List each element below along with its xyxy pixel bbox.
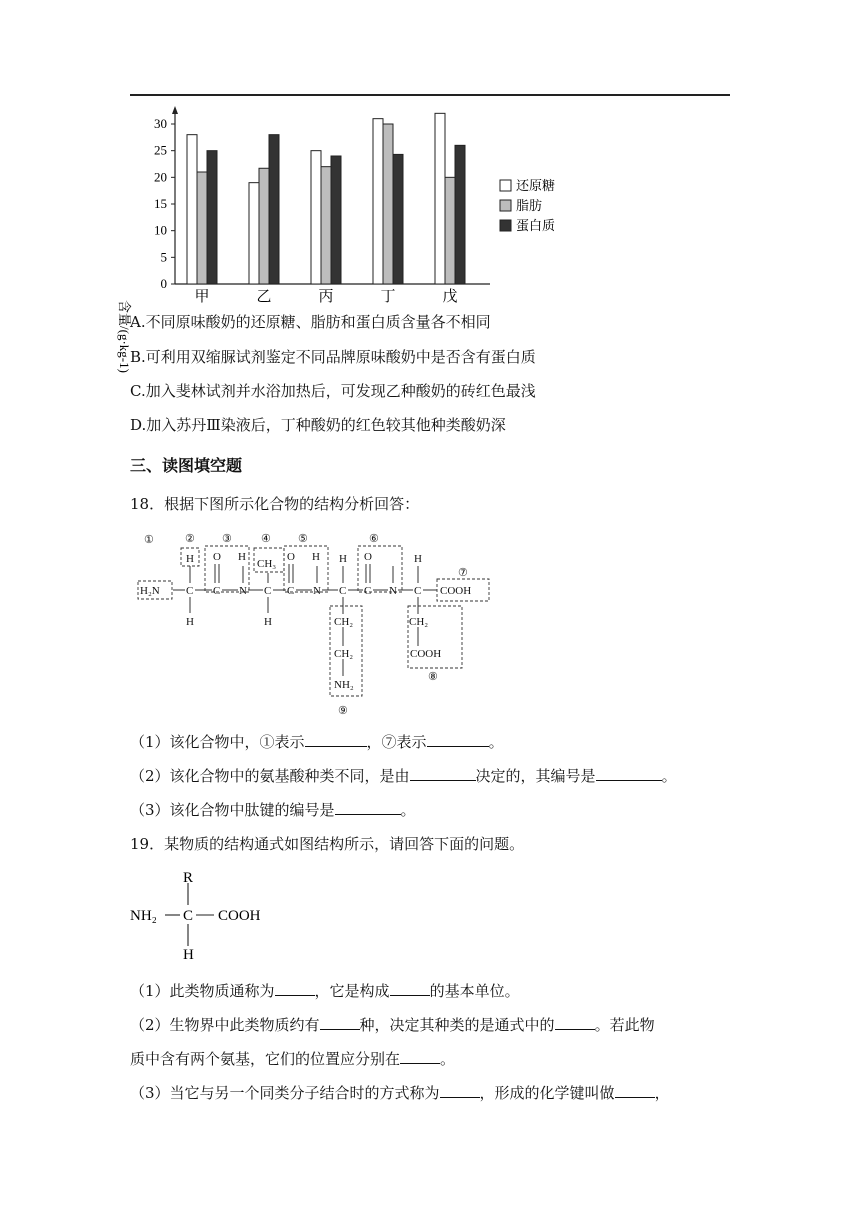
- ch2-group-3: CH₂: [409, 616, 429, 628]
- atom-n3: N: [389, 585, 397, 597]
- answer-blank[interactable]: [305, 732, 367, 747]
- atom-n2: N: [313, 585, 321, 597]
- formula-nh2: NH₂: [130, 908, 157, 924]
- circled-9: ⑨: [338, 705, 348, 717]
- nh2-group: NH₂: [334, 679, 354, 691]
- circled-8: ⑧: [428, 671, 438, 683]
- legend-swatch: [500, 200, 511, 211]
- top-rule: [130, 94, 730, 96]
- atom-h3: H: [238, 551, 246, 563]
- bar: [321, 167, 331, 284]
- q19-sub2-cont: 质中含有两个氨基，它们的位置应分别在 。: [130, 1050, 456, 1068]
- q19-stem: 19．某物质的结构通式如图结构所示，请回答下面的问题。: [130, 835, 525, 853]
- atom-o3: O: [364, 551, 372, 563]
- bar: [435, 113, 445, 284]
- formula-cooh: COOH: [218, 908, 261, 924]
- q18-stem: 18．根据下图所示化合物的结构分析回答：: [130, 495, 420, 513]
- y-tick-label: 25: [154, 142, 167, 158]
- chart-plot: [154, 106, 490, 305]
- bar: [207, 151, 217, 284]
- bar: [445, 177, 455, 284]
- answer-blank[interactable]: [596, 766, 662, 781]
- answer-blank[interactable]: [400, 1049, 440, 1064]
- y-tick-label: 30: [154, 116, 167, 131]
- answer-blank[interactable]: [320, 1015, 360, 1030]
- atom-c6: C: [364, 585, 372, 597]
- option-a: A.不同原味酸奶的还原糖、脂肪和蛋白质含量各不相同: [130, 313, 491, 331]
- atom-c3: C: [264, 585, 272, 597]
- atom-h4: H: [264, 616, 272, 628]
- legend-label: 蛋白质: [516, 218, 556, 233]
- legend-swatch: [500, 220, 511, 231]
- atom-c1: C: [186, 585, 194, 597]
- formula-h: H: [183, 947, 194, 963]
- atom-h5: H: [312, 551, 320, 563]
- legend-label: 还原糖: [516, 178, 556, 193]
- q19-sub3: （3）当它与另一个同类分子结合时的方式称为 ，形成的化学键叫做 ，: [130, 1084, 670, 1102]
- ch2-group-1: CH₂: [334, 616, 354, 628]
- circled-2: ②: [185, 533, 195, 545]
- atom-h7: H: [414, 553, 422, 565]
- bar: [259, 168, 269, 284]
- q18-sub3: （3）该化合物中肽键的编号是 。: [130, 801, 416, 819]
- atom-c2: C: [213, 585, 221, 597]
- q18-sub1: （1）该化合物中，①表示 ，⑦表示 。: [130, 733, 504, 751]
- formula-r: R: [183, 870, 194, 886]
- answer-blank[interactable]: [390, 981, 430, 996]
- bar: [269, 135, 279, 284]
- atom-c4: C: [287, 585, 295, 597]
- bar: [331, 156, 341, 284]
- cooh-group-1: COOH: [440, 585, 472, 597]
- answer-blank[interactable]: [555, 1015, 595, 1030]
- atom-h6: H: [339, 553, 347, 565]
- circled-6: ⑥: [369, 533, 379, 545]
- bar: [311, 151, 321, 284]
- atom-o1: O: [213, 551, 221, 563]
- q19-sub1: （1）此类物质通称为 ，它是构成 的基本单位。: [130, 982, 520, 1000]
- option-c: C.加入斐林试剂并水浴加热后，可发现乙种酸奶的砖红色最浅: [130, 382, 536, 400]
- answer-blank[interactable]: [275, 981, 315, 996]
- bar: [383, 124, 393, 284]
- ch2-group-2: CH₂: [334, 648, 354, 660]
- bar: [249, 183, 259, 284]
- y-tick-label: 15: [154, 196, 167, 211]
- formula-c: C: [183, 908, 194, 924]
- y-axis-arrow: [172, 106, 178, 114]
- answer-blank[interactable]: [440, 1083, 480, 1098]
- bar: [187, 135, 197, 284]
- legend-label: 脂肪: [516, 198, 543, 213]
- x-tick-label: 甲: [194, 289, 210, 305]
- option-d: D.加入苏丹Ⅲ染液后，丁种酸奶的红色较其他种类酸奶深: [130, 416, 506, 434]
- y-tick-label: 20: [154, 169, 167, 185]
- atom-c7: C: [414, 585, 422, 597]
- x-tick-label: 乙: [256, 289, 272, 305]
- option-b: B.可利用双缩脲试剂鉴定不同品牌原味酸奶中是否含有蛋白质: [130, 348, 536, 366]
- x-tick-label: 丁: [380, 289, 396, 305]
- circled-1: ①: [144, 534, 154, 546]
- y-tick-label: 5: [160, 249, 167, 265]
- bar: [393, 154, 403, 284]
- q18-sub2: （2）该化合物中的氨基酸种类不同，是由 决定的，其编号是 。: [130, 767, 677, 785]
- legend-swatch: [500, 180, 511, 191]
- x-tick-label: 戊: [442, 289, 458, 305]
- section-title: 三、读图填空题: [130, 456, 243, 475]
- answer-blank[interactable]: [427, 732, 489, 747]
- atom-c5: C: [339, 585, 347, 597]
- bar: [455, 145, 465, 284]
- q19-sub2: （2）生物界中此类物质约有 种，决定其种类的是通式中的 。若此物: [130, 1016, 655, 1034]
- answer-blank[interactable]: [335, 800, 401, 815]
- ch3-group: CH₃: [257, 558, 277, 570]
- atom-h1: H: [186, 553, 194, 565]
- answer-blank[interactable]: [615, 1083, 655, 1098]
- bar: [373, 119, 383, 284]
- y-tick-label: 0: [160, 276, 167, 291]
- y-axis-label: 含量/(g·kg-1): [117, 300, 132, 373]
- circled-4: ④: [261, 533, 271, 545]
- peptide-structure-diagram: [130, 526, 510, 718]
- y-tick-label: 10: [154, 222, 167, 238]
- chart-legend: [500, 178, 555, 233]
- circled-5: ⑤: [298, 533, 308, 545]
- bar: [197, 172, 207, 284]
- amino-acid-formula: [130, 868, 290, 964]
- cooh-group-2: COOH: [410, 648, 442, 660]
- x-tick-label: 丙: [318, 289, 334, 305]
- atom-o2: O: [287, 551, 295, 563]
- atom-h2: H: [186, 616, 194, 628]
- h2n-group: H₂N: [140, 585, 160, 597]
- answer-blank[interactable]: [410, 766, 476, 781]
- atom-n1: N: [239, 585, 247, 597]
- circled-7: ⑦: [458, 567, 468, 579]
- circled-3: ③: [222, 533, 232, 545]
